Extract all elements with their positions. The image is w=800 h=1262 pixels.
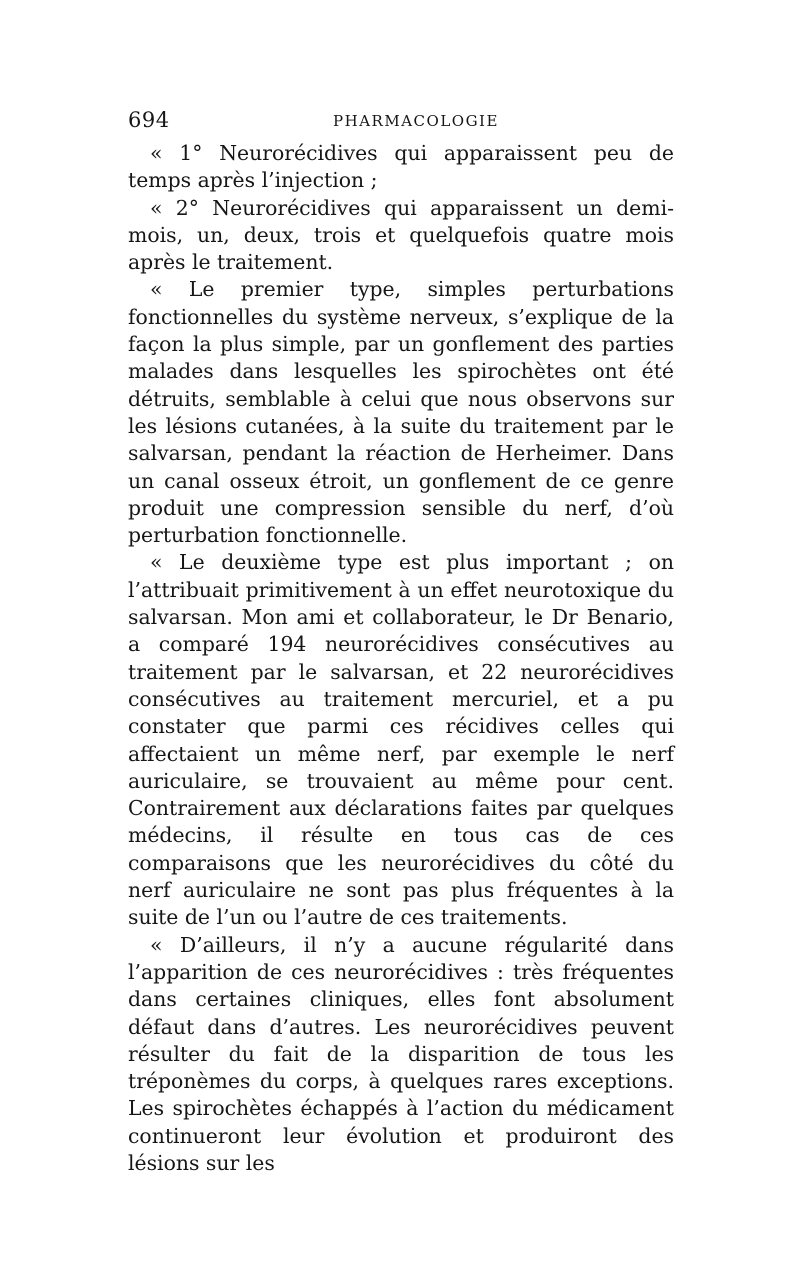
- body-text: [128, 140, 674, 1177]
- paragraph-neurorecidives-type-1: « 1° Neurorécidives qui apparaissent peu de temps après l’injection ;: [128, 141, 674, 193]
- running-title: PHARMACOLOGIE: [333, 112, 499, 130]
- running-header: [128, 108, 674, 136]
- paragraph-first-type-explanation: « Le premier type, simples perturbations fonctionnelles du système nerveux, s’explique de la façon la plus simple, par un gonflement des parties malades dans lesquelles les spirochètes ont été détruits, semblable à celui que nous observons sur les lésions cutanées, à la suite du traitement par le salvarsan, pendant la réaction de Herheimer. Dans un canal osseux étroit, un gonflement de ce genre produit une compression sensible du nerf, d’où perturbation fonctionnelle.: [128, 277, 674, 548]
- paragraph-irregularity: « D’ailleurs, il n’y a aucune régularité dans l’apparition de ces neurorécidives : très fréquentes dans certaines cliniques, elles font absolument défaut dans d’autres. Les neurorécidives peuvent résulter du fait de la disparition de tous les tréponèmes du corps, à quelques rares exceptions. Les spirochètes échappés à l’action du médicament continueront leur évolution et produiront des lésions sur les: [128, 932, 674, 1175]
- page-number: 694: [128, 108, 170, 132]
- document-page: [128, 108, 674, 1177]
- paragraph-neurorecidives-type-2: « 2° Neurorécidives qui apparaissent un demi-mois, un, deux, trois et quelquefois quatre mois après le traitement.: [128, 195, 674, 275]
- paragraph-second-type-explanation: « Le deuxième type est plus important ; on l’attribuait primitivement à un effet neurotoxique du salvarsan. Mon ami et collaborateur, le Dr Benario, a comparé 194 neurorécidives consécutives au traitement par le salvarsan, et 22 neurorécidives consécutives au traitement mercuriel, et a pu constater que parmi ces récidives celles qui affectaient un même nerf, par exemple le nerf auriculaire, se trouvaient au même pour cent. Contrairement aux déclarations faites par quelques médecins, il résulte en tous cas de ces comparaisons que les neurorécidives du côté du nerf auriculaire ne sont pas plus fréquentes à la suite de l’un ou l’autre de ces traitements.: [128, 550, 674, 930]
